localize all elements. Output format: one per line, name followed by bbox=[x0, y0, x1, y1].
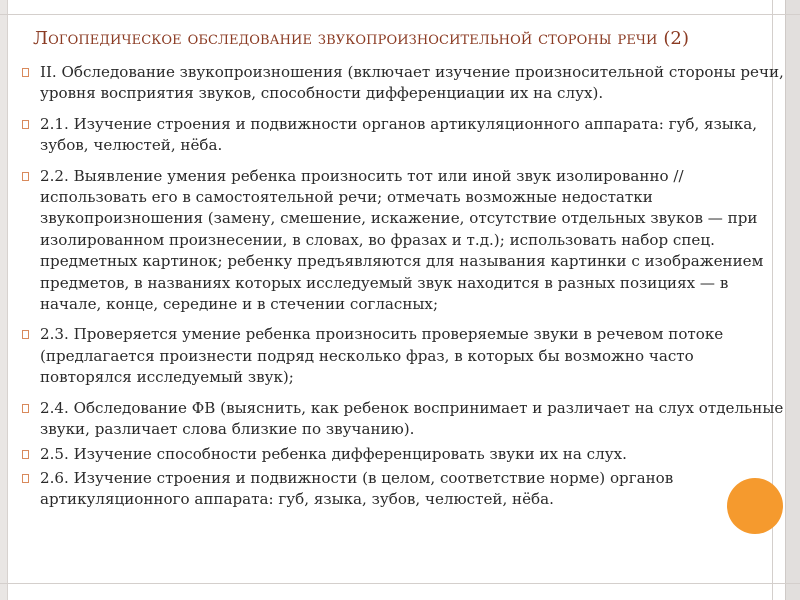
paragraph-text: 2.2. Выявление умения ребенка произносить тот или иной звук изолированно // использовать его в самостоятельной речи; отмечать возможные недостатки звукопроизношения (замену, смешение, искажение, отсутствие отдельных звуков — при изолированном произнесении, в словах, во фразах и т.д.); использовать набор спец. предметных картинок; ребенку предъявляются для называния картинки с изображением предметов, в названиях которых исследуемый звук находится в разных позициях — в начале, конце, середине и в стечении согласных; bbox=[40, 166, 764, 314]
paragraph-text: II. Обследование звукопроизношения (включает изучение произносительной стороны речи, уровня восприятия звуков, способности дифференциации их на слух). bbox=[40, 63, 784, 103]
slide-frame-left bbox=[0, 0, 7, 600]
bullet-icon bbox=[22, 474, 29, 483]
slide-content bbox=[22, 62, 784, 511]
bullet-icon bbox=[22, 404, 29, 413]
frame-top-line bbox=[0, 14, 800, 15]
paragraph-text: 2.5. Изучение способности ребенка дифференцировать звуки их на слух. bbox=[40, 444, 627, 463]
paragraph-text: 2.1. Изучение строения и подвижности органов артикуляционного аппарата: губ, языка, зубов, челюстей, нёба. bbox=[40, 114, 758, 155]
bullet-icon bbox=[22, 330, 29, 339]
bullet-icon bbox=[22, 172, 29, 181]
list-item bbox=[22, 114, 784, 157]
list-item bbox=[22, 324, 784, 388]
frame-bottom-line bbox=[0, 583, 800, 584]
slide-frame-right bbox=[786, 0, 800, 600]
slide-frame-left-line bbox=[7, 0, 8, 600]
list-item bbox=[22, 398, 784, 441]
slide-title: Логопедическое обследование звукопроизносительной стороны речи (2) bbox=[33, 28, 690, 49]
paragraph-text: 2.3. Проверяется умение ребенка произносить проверяемые звуки в речевом потоке (предлагается произнести подряд несколько фраз, в которых бы возможно часто повторялся исследуемый звук); bbox=[40, 325, 724, 387]
bullet-icon bbox=[22, 68, 29, 77]
list-item bbox=[22, 166, 784, 316]
list-item bbox=[22, 444, 784, 465]
paragraph-text: 2.4. Обследование ФВ (выяснить, как ребенок воспринимает и различает на слух отдельные звуки, различает слова близкие по звучанию). bbox=[40, 398, 784, 439]
bullet-icon bbox=[22, 120, 29, 129]
list-item bbox=[22, 62, 784, 105]
accent-circle bbox=[727, 478, 783, 534]
list-item bbox=[22, 468, 784, 511]
slide-frame-right-line bbox=[785, 0, 786, 600]
paragraph-text: 2.6. Изучение строения и подвижности (в целом, соответствие норме) органов артикуляционного аппарата: губ, языка, зубов, челюстей, нёба. bbox=[40, 468, 674, 509]
bullet-icon bbox=[22, 450, 29, 459]
